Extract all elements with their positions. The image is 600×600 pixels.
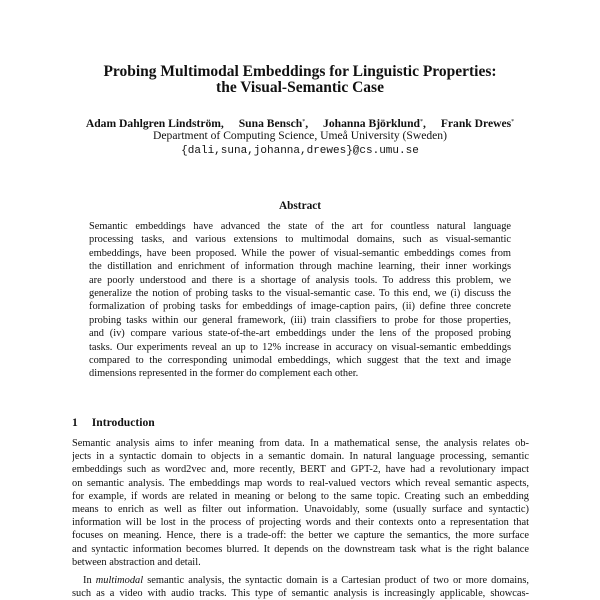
abstract-line: and (iv) compare various state-of-the-art embeddings under the lens of the proposed probing <box>89 328 511 340</box>
paragraph-text: semantic analysis, the syntactic domain is a Cartesian product of two or more domains, <box>143 575 529 586</box>
author-separator: , <box>423 117 426 130</box>
author-separator: , <box>305 117 309 130</box>
paragraph-line: between abstraction and detail. <box>72 556 201 568</box>
abstract-line: tasks. Our experiments reveal an up to 12% increase in accuracy on visual-semantic embeddings <box>89 341 511 353</box>
paragraph-line: focuses on meaning. Hence, there is a trade-off: the better we capture the semantics, the more surface <box>72 530 529 542</box>
section-heading-introduction <box>72 416 155 430</box>
paragraph-line: embeddings such as word2vec and, more recently, BERT and GPT-2, have had a revolutionary impact <box>72 464 529 476</box>
author-name: Johanna Björklund <box>323 117 421 130</box>
emphasized-term: multimodal <box>95 575 144 586</box>
paper-title-line-2: the Visual-Semantic Case <box>216 79 384 96</box>
paragraph-text: In <box>83 575 96 586</box>
author-name: Adam Dahlgren Lindström, <box>85 117 224 130</box>
paragraph-line <box>72 574 529 587</box>
abstract-line: are poorly understood and there is a shortage of analysis tools. To address this problem, we <box>89 274 511 286</box>
abstract-line: dimensions represented in the former do complement each other. <box>89 368 359 380</box>
paragraph-line: on semantic analysis. The embeddings map words to real-valued vectors which reveal semantic aspects, <box>72 477 529 489</box>
abstract-text <box>89 220 511 381</box>
author-name: Frank Drewes <box>440 117 512 130</box>
intro-paragraph-2 <box>72 574 529 600</box>
abstract-line: processing tasks, and various extensions to multimodal domains, such as visual-semantic <box>89 234 511 246</box>
section-number: 1 <box>72 416 78 429</box>
author-name: Suna Bensch <box>238 117 303 130</box>
abstract-line: formalization of probing tasks for embeddings of image-caption pairs, (ii) define three concrete <box>89 301 511 313</box>
paragraph-line: Semantic analysis aims to infer meaning from data. In a mathematical sense, the analysis relates ob- <box>72 438 529 449</box>
author-affiliation-mark: * <box>420 119 424 125</box>
abstract-heading: Abstract <box>278 200 322 212</box>
abstract-line: probing tasks within our general framework, (iii) train classifiers to probe for those properties, <box>89 314 511 326</box>
abstract-line: generalize the notion of probing tasks to the visual-semantic case. To this end, we (i) discuss the <box>89 288 511 300</box>
paragraph-line: such as a video with audio tracks. This type of semantic analysis is increasingly applicable, showcas- <box>72 588 529 600</box>
paragraph-line: means to enrich as well as filter out information. Unavoidably, some (usually surface and syntactic) <box>72 504 529 516</box>
abstract-line: Semantic embeddings have advanced the state of the art for countless natural language <box>89 221 511 232</box>
author-affiliation: Department of Computing Science, Umeå University (Sweden) <box>153 129 447 142</box>
paragraph-line: and syntactic information becomes blurred. It depends on the downstream task what is the right balance <box>72 543 529 555</box>
author-affiliation-mark: * <box>302 119 306 125</box>
author-affiliation-mark: * <box>511 119 515 125</box>
paragraph-line: jects in a syntactic domain to objects in a semantic domain. In natural language processing, semantic <box>72 451 529 463</box>
paper-title-line-1: Probing Multimodal Embeddings for Linguistic Properties: <box>103 63 497 80</box>
abstract-line: compared to the corresponding unimodal embeddings, which suggest that the text and image <box>89 355 511 367</box>
paper-title <box>0 64 600 96</box>
section-title: Introduction <box>91 416 155 429</box>
paragraph-line: information will be lost in the process of projecting words and their contexts onto a representation that <box>72 517 529 529</box>
paragraph-line: for example, if words are related in meaning or belong to the same topic. Creating such an embedding <box>72 490 529 502</box>
author-emails: {dali,suna,johanna,drewes}@cs.umu.se <box>181 145 419 157</box>
intro-paragraph-1 <box>72 437 529 569</box>
abstract-line: embeddings, have been proposed. While the power of visual-semantic embeddings comes from <box>89 247 511 259</box>
abstract-line: the distillation and enrichment of information through machine learning, their inner workings <box>89 261 511 273</box>
